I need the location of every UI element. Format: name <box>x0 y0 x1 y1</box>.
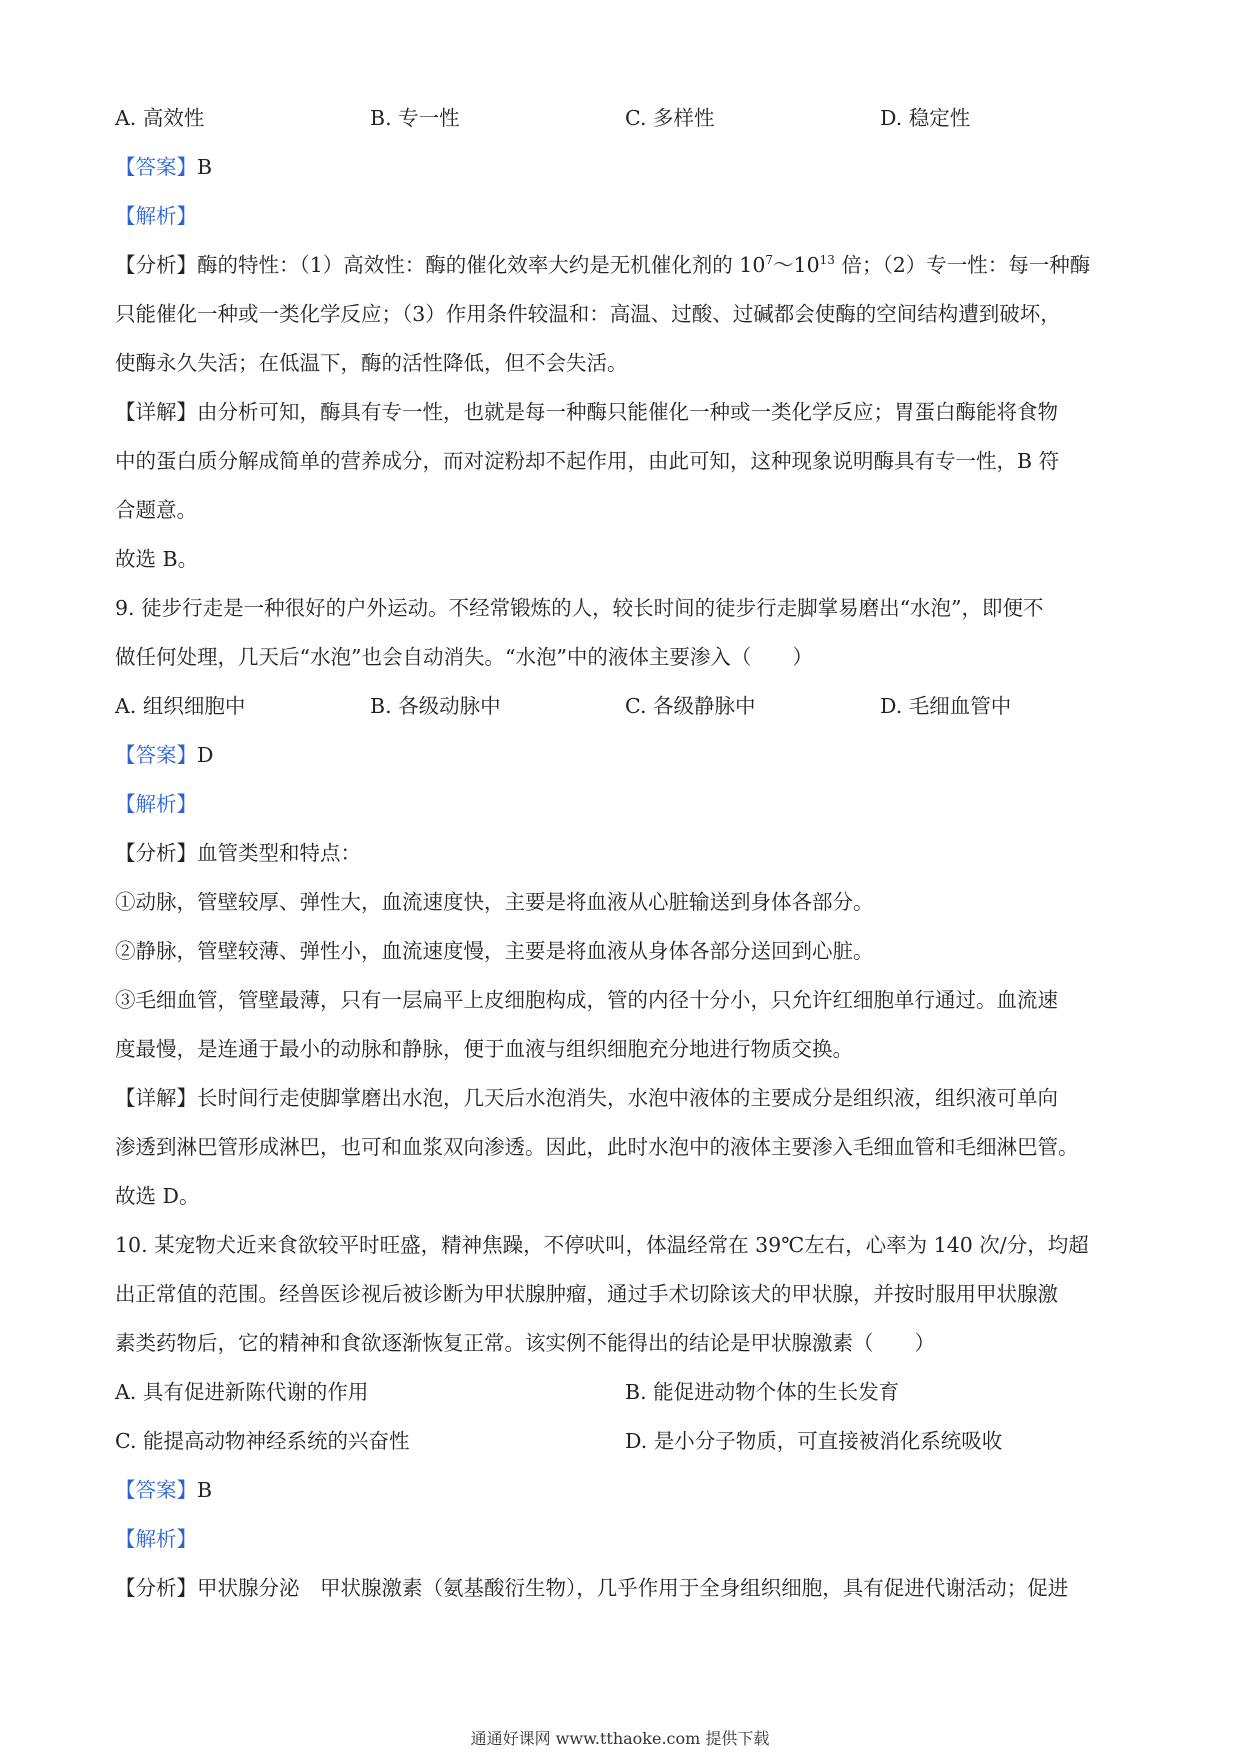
q9-point-1: ①动脉，管壁较厚、弹性大，血流速度快，主要是将血液从心脏输送到身体各部分。 <box>115 890 874 914</box>
q9-stem-line-2: 做任何处理，几天后“水泡”也会自动消失。“水泡”中的液体主要渗入（ ） <box>115 645 813 669</box>
q9-option-a: A. 组织细胞中 <box>115 694 246 718</box>
q9-fenxi <box>115 838 1135 868</box>
q8-xiangjie-line-2: 中的蛋白质分解成简单的营养成分，而对淀粉却不起作用，由此可知，这种现象说明酶具有专一性，B 符 <box>115 449 1060 473</box>
fenxi-text: 酶的特性：（1）高效性：酶的催化效率大约是无机催化剂的 10 <box>197 253 766 277</box>
q10-option-a: A. 具有促进新陈代谢的作用 <box>115 1380 369 1404</box>
answer-tag: 【答案】 <box>115 1478 197 1502</box>
jiexi-tag: 【解析】 <box>115 1527 197 1551</box>
fenxi-text: ～10 <box>773 253 820 277</box>
q8-conclusion: 故选 B。 <box>115 547 199 571</box>
q9-point-2: ②静脉，管壁较薄、弹性小，血流速度慢，主要是将血液从身体各部分送回到心脏。 <box>115 939 874 963</box>
q10-option-c: C. 能提高动物神经系统的兴奋性 <box>115 1429 410 1453</box>
xiangjie-tag: 【详解】 <box>115 400 197 424</box>
superscript: 7 <box>765 253 774 268</box>
q10-jiexi <box>115 1524 1135 1554</box>
q8-answer <box>115 152 1135 182</box>
q8-option-c: C. 多样性 <box>625 106 715 130</box>
fenxi-tag: 【分析】 <box>115 253 197 277</box>
q9-jiexi <box>115 789 1135 819</box>
page-footer: 通通好课网 www.tthaoke.com 提供下载 <box>470 1729 770 1748</box>
q9-option-c: C. 各级静脉中 <box>625 694 756 718</box>
answer-tag: 【答案】 <box>115 155 197 179</box>
answer-value: B <box>197 155 213 179</box>
q9-point-3a: ③毛细血管，管壁最薄，只有一层扁平上皮细胞构成，管的内径十分小，只允许红细胞单行通过。血流速 <box>115 988 1058 1012</box>
fenxi-text: 血管类型和特点： <box>197 841 361 865</box>
q8-fenxi-line-1 <box>115 250 1135 280</box>
q8-fenxi-line-2: 只能催化一种或一类化学反应；（3）作用条件较温和：高温、过酸、过碱都会使酶的空间结构遭到破坏， <box>115 302 1061 326</box>
q10-option-d: D. 是小分子物质，可直接被消化系统吸收 <box>625 1429 1003 1453</box>
q10-answer <box>115 1475 1135 1505</box>
fenxi-text: 甲状腺分泌 甲状腺激素（氨基酸衍生物），几乎作用于全身组织细胞，具有促进代谢活动；促进 <box>197 1576 1069 1600</box>
xiangjie-text: 长时间行走使脚掌磨出水泡，几天后水泡消失，水泡中液体的主要成分是组织液，组织液可单向 <box>197 1086 1058 1110</box>
jiexi-tag: 【解析】 <box>115 792 197 816</box>
q9-answer <box>115 740 1135 770</box>
answer-value: D <box>197 743 214 767</box>
q9-stem-line-1: 9. 徒步行走是一种很好的户外运动。不经常锻炼的人，较长时间的徒步行走脚掌易磨出“水泡”，即便不 <box>115 596 1044 620</box>
xiangjie-tag: 【详解】 <box>115 1086 197 1110</box>
q8-jiexi <box>115 201 1135 231</box>
q9-point-3b: 度最慢，是连通于最小的动脉和静脉，便于血液与组织细胞充分地进行物质交换。 <box>115 1037 853 1061</box>
fenxi-tag: 【分析】 <box>115 1576 197 1600</box>
answer-tag: 【答案】 <box>115 743 197 767</box>
q10-stem-line-2: 出正常值的范围。经兽医诊视后被诊断为甲状腺肿瘤，通过手术切除该犬的甲状腺，并按时服用甲状腺激 <box>115 1282 1058 1306</box>
q8-option-b: B. 专一性 <box>370 106 460 130</box>
xiangjie-text: 由分析可知，酶具有专一性，也就是每一种酶只能催化一种或一类化学反应；胃蛋白酶能将食物 <box>197 400 1058 424</box>
fenxi-tag: 【分析】 <box>115 841 197 865</box>
q8-xiangjie-line-1 <box>115 397 1135 427</box>
answer-value: B <box>197 1478 213 1502</box>
q9-xiangjie-line-1 <box>115 1083 1135 1113</box>
q8-xiangjie-line-3: 合题意。 <box>115 498 197 522</box>
q8-option-a: A. 高效性 <box>115 106 205 130</box>
fenxi-text: 倍；（2）专一性：每一种酶 <box>834 253 1091 277</box>
q9-option-d: D. 毛细血管中 <box>880 694 1012 718</box>
q10-stem-line-3: 素类药物后，它的精神和食欲逐渐恢复正常。该实例不能得出的结论是甲状腺激素（ ） <box>115 1331 935 1355</box>
superscript: 13 <box>819 253 835 268</box>
q8-fenxi-line-3: 使酶永久失活；在低温下，酶的活性降低，但不会失活。 <box>115 351 628 375</box>
q9-xiangjie-line-2: 渗透到淋巴管形成淋巴，也可和血浆双向渗透。因此，此时水泡中的液体主要渗入毛细血管和毛细淋巴管。 <box>115 1135 1079 1159</box>
jiexi-tag: 【解析】 <box>115 204 197 228</box>
q10-fenxi <box>115 1573 1135 1603</box>
q10-stem-line-1: 10. 某宠物犬近来食欲较平时旺盛，精神焦躁，不停吠叫，体温经常在 39℃左右，心率为 140 次/分，均超 <box>115 1233 1089 1257</box>
q9-option-b: B. 各级动脉中 <box>370 694 501 718</box>
q10-option-b: B. 能促进动物个体的生长发育 <box>625 1380 900 1404</box>
q9-conclusion: 故选 D。 <box>115 1184 200 1208</box>
q8-option-d: D. 稳定性 <box>880 106 971 130</box>
